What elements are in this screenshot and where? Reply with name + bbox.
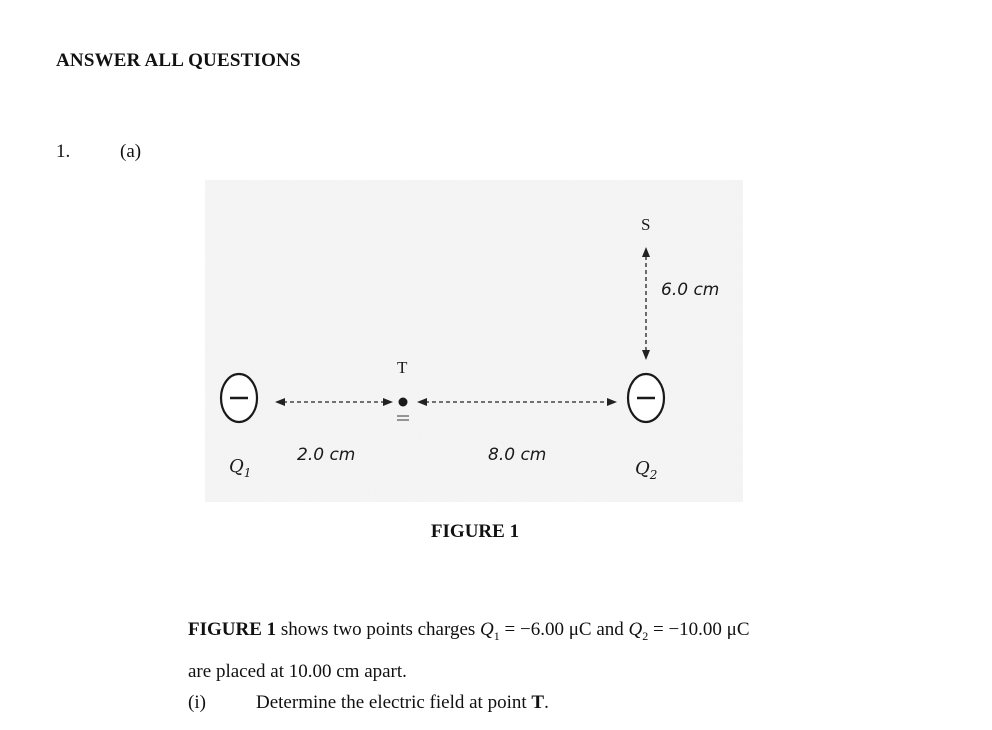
- subquestion-point: T: [531, 692, 545, 713]
- figure-diagram: [205, 180, 743, 502]
- subquestion-end: .: [544, 692, 549, 713]
- symbol-q1-sub: 1: [493, 628, 500, 643]
- symbol-q2: Q: [628, 619, 643, 640]
- label-dist-s-q2: 6.0 cm: [661, 280, 720, 300]
- text-and: and: [591, 619, 629, 640]
- subquestion-roman: (i): [188, 692, 206, 713]
- text-line-2: are placed at 10.00 cm apart.: [188, 660, 407, 682]
- label-q1: $Q_1$: [229, 456, 252, 480]
- label-q2: $Q_2$: [635, 458, 658, 482]
- point-t-dot: [399, 398, 408, 407]
- symbol-q1: Q: [480, 619, 494, 640]
- question-part: (a): [120, 141, 142, 162]
- text-shows: shows two points charges: [276, 619, 481, 640]
- value-q1: = −6.00 μC: [499, 619, 592, 640]
- label-dist-q1-t: 2.0 cm: [297, 445, 356, 465]
- value-q2: = −10.00 μC: [648, 619, 750, 640]
- subquestion-i: [188, 692, 549, 714]
- subquestion-text: Determine the electric field at point: [256, 692, 532, 713]
- label-dist-t-q2: 8.0 cm: [488, 445, 547, 465]
- section-heading: ANSWER ALL QUESTIONS: [56, 50, 301, 71]
- question-paragraph: [188, 612, 908, 689]
- symbol-q2-sub: 2: [642, 628, 649, 643]
- charge-q1: [221, 374, 257, 422]
- figure-caption: FIGURE 1: [430, 521, 520, 542]
- label-point-s: S: [641, 215, 651, 234]
- question-number: 1.: [56, 141, 71, 162]
- label-point-t: T: [397, 358, 408, 377]
- charge-q2: [628, 374, 664, 422]
- figure-reference: FIGURE 1: [188, 619, 277, 640]
